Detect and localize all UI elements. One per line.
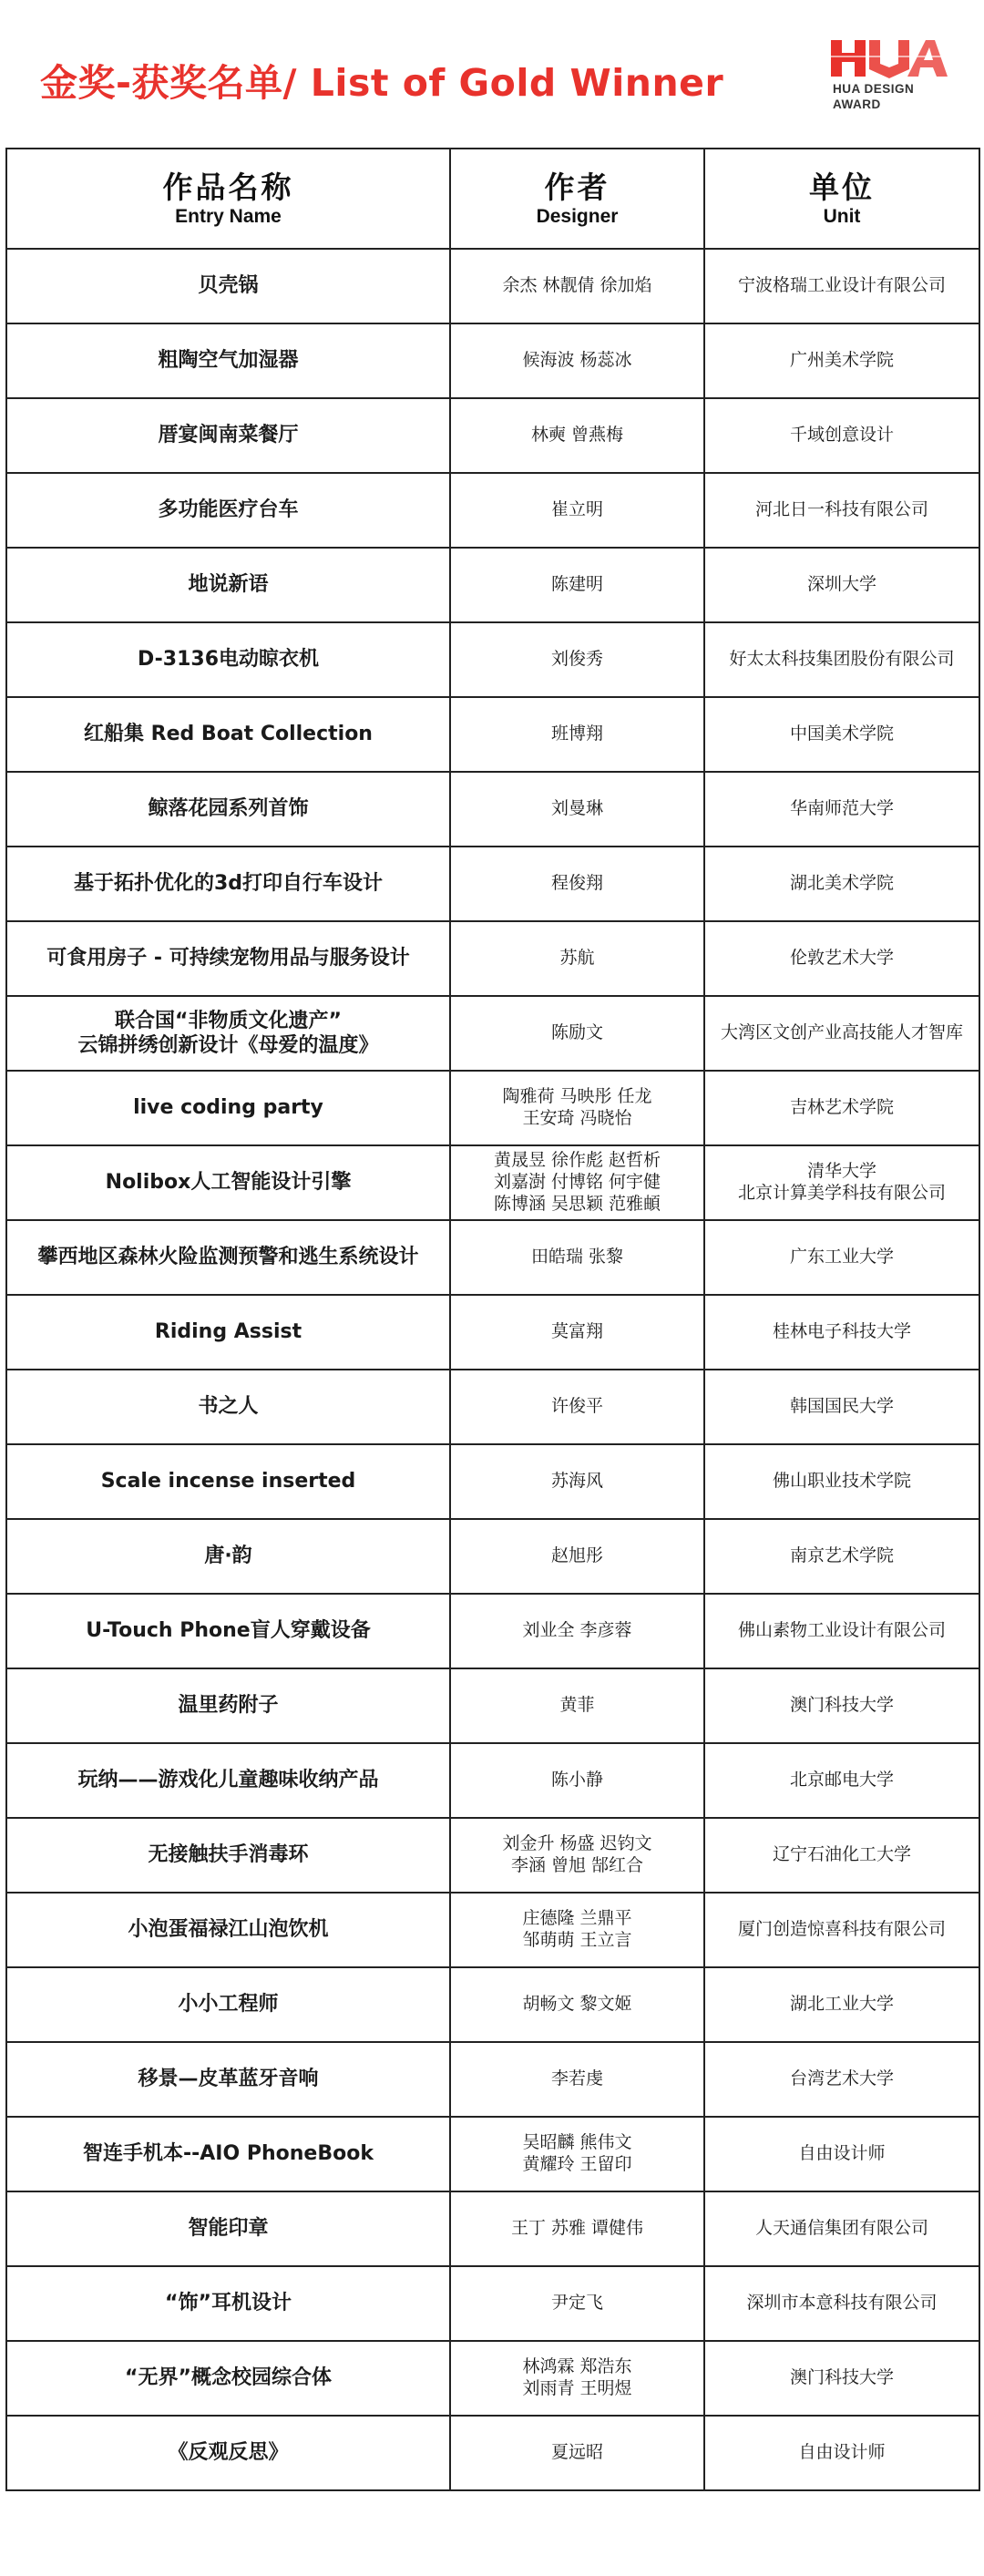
entry-name-cell-line: 贝壳锅 [198, 274, 259, 298]
table-row [6, 1743, 979, 1818]
entry-name-cell-line: 红船集 Red Boat Collection [84, 723, 373, 746]
unit-cell-line: 人天通信集团有限公司 [754, 2218, 928, 2239]
entry-name-cell [6, 323, 450, 398]
unit-cell [704, 1818, 979, 1893]
table-header-row [6, 149, 979, 249]
entry-name-cell [6, 1743, 450, 1818]
table-row [6, 1519, 979, 1594]
entry-name-cell-line: 基于拓扑优化的3d打印自行车设计 [73, 872, 384, 896]
unit-cell-line: 湖北美术学院 [789, 873, 894, 894]
designer-cell [450, 921, 704, 996]
unit-cell [704, 2191, 979, 2266]
designer-cell [450, 323, 704, 398]
entry-name-cell [6, 847, 450, 921]
table-row [6, 2191, 979, 2266]
table-row [6, 2416, 979, 2490]
page-header [0, 0, 984, 148]
unit-cell [704, 2341, 979, 2416]
designer-cell-line: 田皓瑞 张黎 [530, 1247, 624, 1267]
table-body [6, 249, 979, 2490]
designer-cell-line: 胡畅文 黎文姬 [522, 1994, 632, 2015]
designer-cell-line: 班博翔 [550, 724, 603, 744]
designer-cell [450, 772, 704, 847]
gold-winner-table [5, 148, 980, 2491]
column-header-en: Entry Name [175, 206, 282, 227]
entry-name-cell [6, 1893, 450, 1967]
table-row [6, 1220, 979, 1295]
unit-cell-line: 大湾区文创产业高技能人才智库 [720, 1022, 963, 1043]
unit-cell-line: 北京邮电大学 [789, 1770, 894, 1791]
unit-cell-line: 佛山职业技术学院 [772, 1471, 911, 1492]
entry-name-cell-line: 粗陶空气加湿器 [158, 349, 299, 373]
table-row [6, 1967, 979, 2042]
table-row [6, 622, 979, 697]
entry-name-cell-line: 小泡蛋福禄江山泡饮机 [128, 1918, 329, 1942]
entry-name-cell [6, 772, 450, 847]
logo-text-line2: AWARD [833, 97, 881, 111]
unit-cell [704, 921, 979, 996]
entry-name-cell-line: 多功能医疗台车 [158, 498, 299, 522]
unit-cell-line: 清华大学 [806, 1161, 876, 1182]
entry-name-cell [6, 2416, 450, 2490]
unit-cell-line: 澳门科技大学 [789, 1695, 894, 1716]
unit-cell [704, 323, 979, 398]
unit-cell-line: 深圳大学 [806, 574, 876, 595]
table-row [6, 2042, 979, 2117]
designer-cell [450, 2266, 704, 2341]
entry-name-cell [6, 398, 450, 473]
unit-cell-line: 厦门创造惊喜科技有限公司 [737, 1919, 946, 1940]
designer-cell [450, 1220, 704, 1295]
designer-cell-line: 庄德隆 兰鼎平 [522, 1908, 632, 1929]
designer-cell-line: 林鸿霖 郑浩东 [522, 2356, 632, 2377]
unit-cell-line: 好太太科技集团股份有限公司 [729, 649, 955, 670]
designer-cell-line: 余杰 林靓倩 徐加焰 [502, 275, 652, 296]
designer-cell-line: 赵旭彤 [550, 1545, 603, 1566]
unit-cell-line: 澳门科技大学 [789, 2367, 894, 2388]
entry-name-cell [6, 2117, 450, 2191]
designer-cell [450, 1818, 704, 1893]
unit-cell-line: 广东工业大学 [789, 1247, 894, 1267]
column-header-unit [704, 149, 979, 249]
designer-cell-line: 吴昭麟 熊伟文 [522, 2132, 632, 2153]
designer-cell-line: 陈建明 [550, 574, 603, 595]
designer-cell-line: 刘业全 李彦蓉 [522, 1620, 632, 1641]
entry-name-cell [6, 1519, 450, 1594]
unit-cell-line: 自由设计师 [798, 2143, 886, 2164]
entry-name-cell-line: 《反观反思》 [168, 2441, 289, 2465]
unit-cell-line: 吉林艺术学院 [789, 1097, 894, 1118]
designer-cell-line: 李涵 曾旭 郜红合 [510, 1855, 644, 1875]
table-row [6, 323, 979, 398]
designer-cell [450, 2191, 704, 2266]
column-header-en: Designer [536, 206, 619, 227]
table-row [6, 548, 979, 622]
unit-cell [704, 772, 979, 847]
entry-name-cell-line: 唐·韵 [204, 1545, 252, 1568]
hua-logo-mark-icon [831, 36, 948, 78]
table-row [6, 1818, 979, 1893]
entry-name-cell [6, 996, 450, 1071]
designer-cell-line: 王丁 苏雅 谭健伟 [510, 2218, 644, 2239]
designer-cell [450, 249, 704, 323]
unit-cell-line: 辽宁石油化工大学 [772, 1844, 911, 1865]
table-row [6, 1893, 979, 1967]
designer-cell [450, 1668, 704, 1743]
designer-cell [450, 1519, 704, 1594]
designer-cell-line: 李若虔 [550, 2068, 603, 2089]
entry-name-cell [6, 921, 450, 996]
unit-cell-line: 南京艺术学院 [789, 1545, 894, 1566]
unit-cell-line: 韩国国民大学 [789, 1396, 894, 1417]
unit-cell [704, 2266, 979, 2341]
designer-cell-line: 程俊翔 [550, 873, 603, 894]
entry-name-cell-line: 鲸落花园系列首饰 [148, 797, 309, 821]
table-row [6, 697, 979, 772]
entry-name-cell-line: Scale incense inserted [100, 1470, 356, 1493]
unit-cell [704, 548, 979, 622]
entry-name-cell [6, 249, 450, 323]
unit-cell-line: 桂林电子科技大学 [772, 1321, 911, 1342]
table-row [6, 2341, 979, 2416]
page-title: 金奖-获奖名单/ List of Gold Winner [40, 61, 724, 105]
unit-cell [704, 1519, 979, 1594]
designer-cell-line: 莫富翔 [550, 1321, 603, 1342]
entry-name-cell [6, 2341, 450, 2416]
entry-name-cell-line: 智连手机本--AIO PhoneBook [83, 2142, 374, 2166]
entry-name-cell-line: 无接触扶手消毒环 [148, 1843, 309, 1867]
unit-cell [704, 1743, 979, 1818]
entry-name-cell-line: live coding party [133, 1096, 323, 1120]
designer-cell-line: 刘金升 杨盛 迟钧文 [502, 1833, 652, 1854]
entry-name-cell-line: 可食用房子 - 可持续宠物用品与服务设计 [46, 947, 410, 970]
designer-cell [450, 996, 704, 1071]
unit-cell-line: 广州美术学院 [789, 350, 894, 371]
entry-name-cell [6, 697, 450, 772]
entry-name-cell-line: D-3136电动晾衣机 [137, 648, 320, 672]
unit-cell [704, 1893, 979, 1967]
designer-cell-line: 黄菲 [559, 1695, 595, 1716]
designer-cell-line: 王安琦 冯晓怡 [522, 1108, 632, 1128]
table-row [6, 2266, 979, 2341]
entry-name-cell [6, 1370, 450, 1444]
designer-cell [450, 1893, 704, 1967]
designer-cell [450, 847, 704, 921]
table-row [6, 1668, 979, 1743]
table-row [6, 921, 979, 996]
unit-cell-line: 自由设计师 [798, 2442, 886, 2463]
unit-cell [704, 1594, 979, 1668]
unit-cell [704, 622, 979, 697]
entry-name-cell-line: 移景—皮革蓝牙音响 [138, 2068, 319, 2091]
designer-cell [450, 398, 704, 473]
entry-name-cell [6, 1967, 450, 2042]
entry-name-cell [6, 1145, 450, 1220]
designer-cell-line: 黄耀玲 王留印 [522, 2154, 632, 2174]
designer-cell [450, 2117, 704, 2191]
unit-cell-line: 宁波格瑞工业设计有限公司 [737, 275, 946, 296]
entry-name-cell-line: 攀西地区森林火险监测预警和逃生系统设计 [37, 1246, 419, 1269]
entry-name-cell-line: 云锦拼绣创新设计《母爱的温度》 [77, 1034, 379, 1057]
entry-name-cell-line: 智能印章 [188, 2217, 269, 2241]
unit-cell-line: 华南师范大学 [789, 798, 894, 819]
entry-name-cell-line: 玩纳——游戏化儿童趣味收纳产品 [77, 1769, 379, 1792]
unit-cell [704, 1444, 979, 1519]
unit-cell [704, 2042, 979, 2117]
unit-cell [704, 1220, 979, 1295]
designer-cell-line: 苏海风 [550, 1471, 603, 1492]
designer-cell [450, 473, 704, 548]
entry-name-cell [6, 1668, 450, 1743]
designer-cell-line: 崔立明 [550, 499, 603, 520]
designer-cell [450, 1967, 704, 2042]
table-row [6, 1370, 979, 1444]
designer-cell [450, 2341, 704, 2416]
unit-cell [704, 473, 979, 548]
designer-cell [450, 2042, 704, 2117]
table-row [6, 1444, 979, 1519]
unit-cell [704, 1668, 979, 1743]
designer-cell-line: 刘嘉澍 付博铭 何宇健 [493, 1172, 661, 1193]
column-header-entry-name [6, 149, 450, 249]
designer-cell [450, 1370, 704, 1444]
designer-cell [450, 1295, 704, 1370]
unit-cell [704, 1145, 979, 1220]
entry-name-cell [6, 548, 450, 622]
designer-cell [450, 697, 704, 772]
designer-cell-line: 尹定飞 [550, 2293, 603, 2314]
designer-cell [450, 622, 704, 697]
designer-cell-line: 苏航 [559, 948, 595, 969]
entry-name-cell-line: “饰”耳机设计 [165, 2292, 292, 2315]
entry-name-cell [6, 2266, 450, 2341]
designer-cell-line: 刘曼琳 [550, 798, 603, 819]
hua-design-award-logo [831, 36, 949, 118]
unit-cell [704, 847, 979, 921]
designer-cell-line: 刘雨青 王明煜 [522, 2378, 632, 2398]
entry-name-cell [6, 1444, 450, 1519]
entry-name-cell [6, 2042, 450, 2117]
unit-cell [704, 2117, 979, 2191]
table-row [6, 1295, 979, 1370]
unit-cell-line: 伦敦艺术大学 [789, 948, 894, 969]
designer-cell-line: 黄晟昱 徐作彪 赵哲析 [493, 1150, 661, 1171]
column-header-cn: 单位 [809, 169, 875, 205]
entry-name-cell-line: 小小工程师 [178, 1993, 279, 2017]
designer-cell-line: 许俊平 [550, 1396, 603, 1417]
unit-cell-line: 河北日一科技有限公司 [754, 499, 928, 520]
table-row [6, 772, 979, 847]
unit-cell-line: 北京计算美学科技有限公司 [737, 1183, 946, 1203]
entry-name-cell [6, 622, 450, 697]
column-header-en: Unit [823, 206, 861, 227]
table-row [6, 1071, 979, 1145]
unit-cell-line: 深圳市本意科技有限公司 [746, 2293, 938, 2314]
designer-cell-line: 林奭 曾燕梅 [530, 425, 624, 446]
designer-cell-line: 陶雅荷 马映彤 任龙 [502, 1086, 652, 1107]
unit-cell-line: 湖北工业大学 [789, 1994, 894, 2015]
entry-name-cell-line: “无界”概念校园综合体 [125, 2366, 332, 2390]
column-header-cn: 作者 [544, 169, 610, 205]
unit-cell [704, 249, 979, 323]
designer-cell [450, 548, 704, 622]
table-row [6, 473, 979, 548]
logo-text-line1: HUA DESIGN [833, 82, 915, 96]
designer-cell [450, 1444, 704, 1519]
designer-cell [450, 1594, 704, 1668]
column-header-cn: 作品名称 [162, 169, 294, 205]
entry-name-cell [6, 1594, 450, 1668]
unit-cell [704, 996, 979, 1071]
unit-cell [704, 697, 979, 772]
unit-cell [704, 398, 979, 473]
entry-name-cell [6, 1071, 450, 1145]
designer-cell-line: 陈励文 [550, 1022, 603, 1043]
entry-name-cell-line: U-Touch Phone盲人穿戴设备 [86, 1619, 371, 1643]
designer-cell [450, 1743, 704, 1818]
entry-name-cell-line: 联合国“非物质文化遗产” [115, 1009, 342, 1032]
entry-name-cell-line: 书之人 [198, 1395, 259, 1419]
unit-cell [704, 1967, 979, 2042]
unit-cell-line: 佛山素物工业设计有限公司 [737, 1620, 946, 1641]
entry-name-cell-line: Riding Assist [154, 1320, 302, 1344]
entry-name-cell [6, 1295, 450, 1370]
designer-cell [450, 1145, 704, 1220]
table-row [6, 249, 979, 323]
unit-cell [704, 1370, 979, 1444]
entry-name-cell-line: Nolibox人工智能设计引擎 [105, 1171, 352, 1195]
designer-cell [450, 1071, 704, 1145]
table-row [6, 996, 979, 1071]
designer-cell-line: 刘俊秀 [550, 649, 603, 670]
column-header-designer [450, 149, 704, 249]
table-row [6, 1594, 979, 1668]
table-row [6, 398, 979, 473]
entry-name-cell [6, 2191, 450, 2266]
unit-cell-line: 台湾艺术大学 [789, 2068, 894, 2089]
designer-cell [450, 2416, 704, 2490]
table-row [6, 1145, 979, 1220]
unit-cell-line: 千域创意设计 [789, 425, 894, 446]
entry-name-cell-line: 温里药附子 [178, 1694, 279, 1718]
designer-cell-line: 候海波 杨蕊冰 [522, 350, 632, 371]
designer-cell-line: 陈博涵 吴思颖 范雅頔 [493, 1193, 661, 1214]
entry-name-cell [6, 1818, 450, 1893]
entry-name-cell-line: 厝宴闽南菜餐厅 [158, 424, 299, 447]
designer-cell-line: 邹萌萌 王立言 [522, 1930, 632, 1950]
unit-cell [704, 1071, 979, 1145]
unit-cell [704, 2416, 979, 2490]
unit-cell [704, 1295, 979, 1370]
table-row [6, 847, 979, 921]
table-row [6, 2117, 979, 2191]
entry-name-cell [6, 1220, 450, 1295]
designer-cell-line: 夏远昭 [550, 2442, 603, 2463]
entry-name-cell-line: 地说新语 [188, 573, 269, 597]
designer-cell-line: 陈小静 [550, 1770, 603, 1791]
unit-cell-line: 中国美术学院 [789, 724, 894, 744]
entry-name-cell [6, 473, 450, 548]
